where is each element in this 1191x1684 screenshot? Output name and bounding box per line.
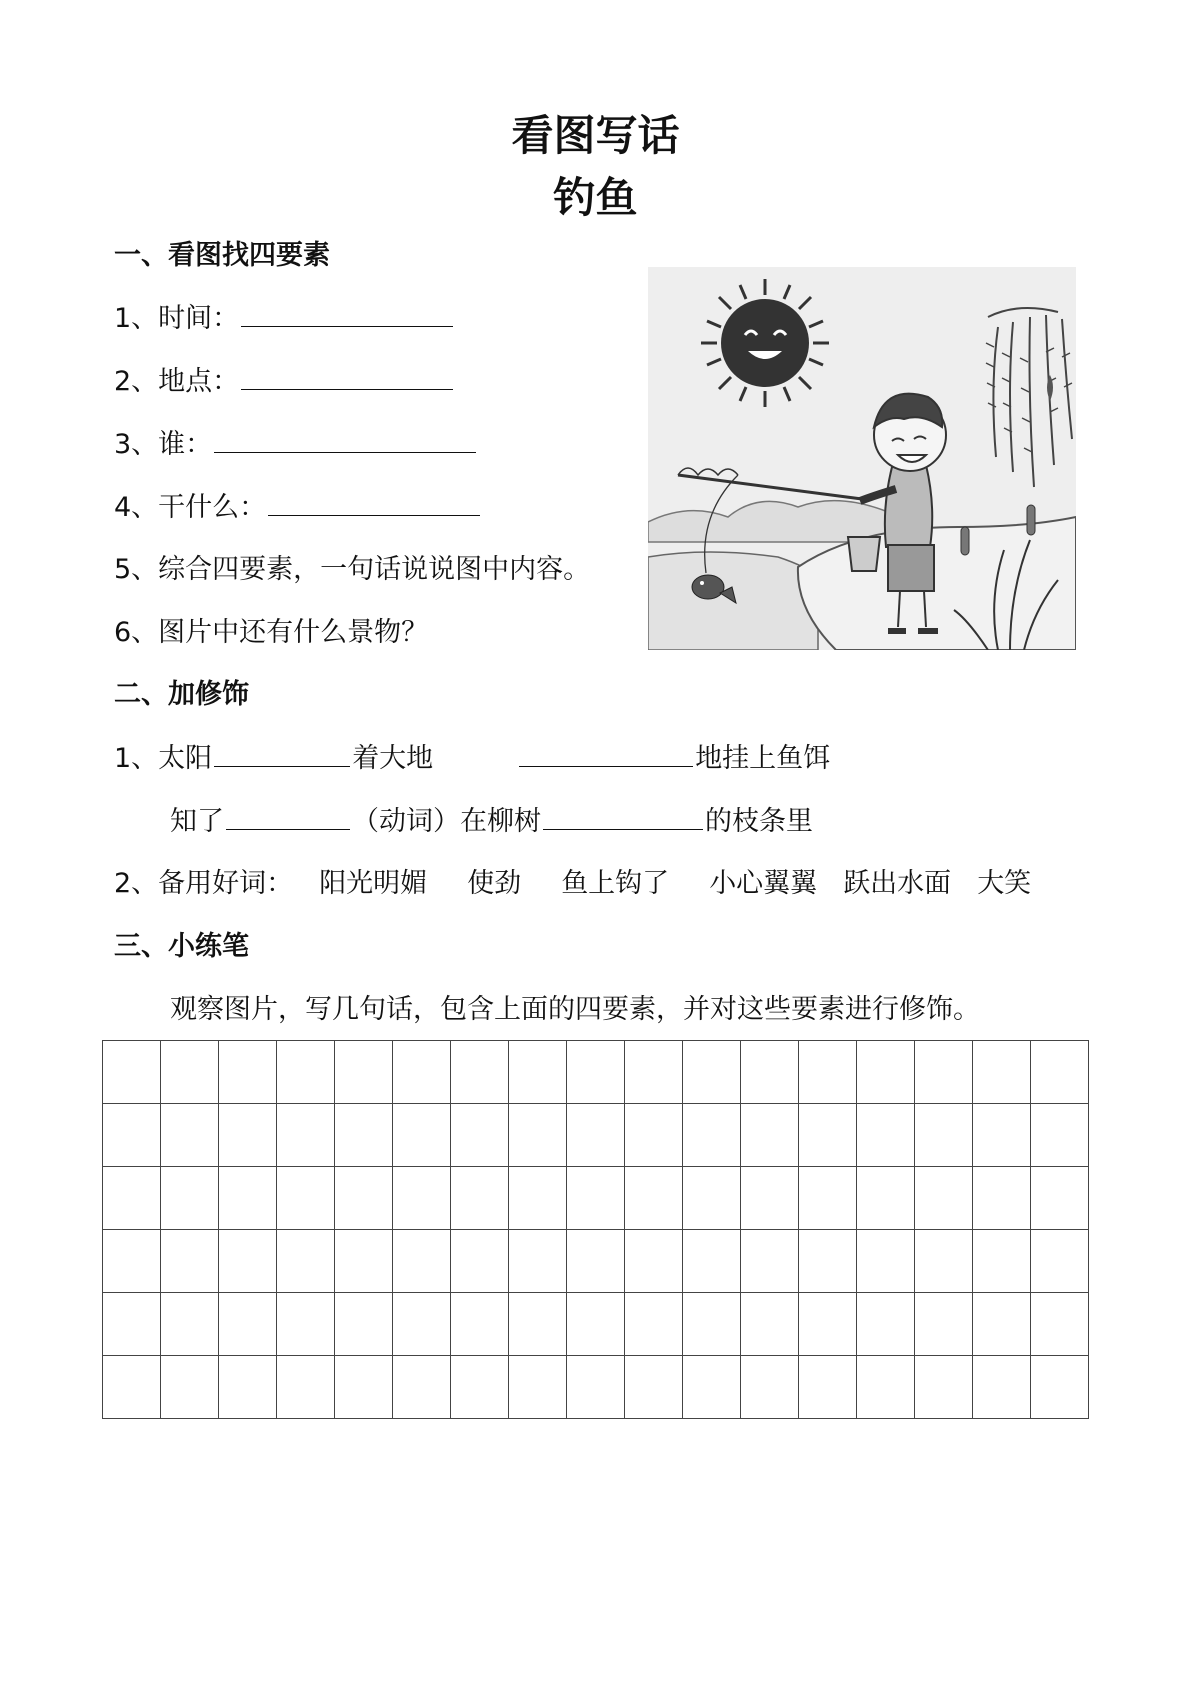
grid-cell[interactable]	[451, 1356, 509, 1419]
grid-cell[interactable]	[915, 1356, 973, 1419]
grid-cell[interactable]	[161, 1104, 219, 1167]
grid-cell[interactable]	[1031, 1230, 1089, 1293]
word-bank-item: 大笑	[977, 868, 1032, 899]
writing-grid	[102, 1040, 1089, 1419]
grid-cell[interactable]	[1031, 1167, 1089, 1230]
grid-cell[interactable]	[857, 1293, 915, 1356]
grid-cell[interactable]	[161, 1356, 219, 1419]
modifier-line2-mid: （动词）在柳树	[352, 806, 541, 837]
grid-cell[interactable]	[103, 1356, 161, 1419]
word-bank-item: 跃出水面	[843, 868, 952, 899]
willow-tree-icon	[986, 308, 1072, 487]
word-bank-item: 使劲	[467, 868, 522, 899]
answer-blank-bait[interactable]	[519, 740, 693, 767]
grid-cell[interactable]	[799, 1167, 857, 1230]
boy-fishing-illustration	[648, 267, 1076, 650]
word-bank-item: 阳光明媚	[319, 868, 428, 899]
q-scenery: 6、图片中还有什么景物？	[114, 617, 429, 648]
grid-cell[interactable]	[741, 1293, 799, 1356]
grid-cell[interactable]	[567, 1104, 625, 1167]
grid-cell[interactable]	[799, 1230, 857, 1293]
grid-cell[interactable]	[567, 1041, 625, 1104]
grid-cell[interactable]	[683, 1041, 741, 1104]
grid-cell[interactable]	[509, 1356, 567, 1419]
q-what	[114, 489, 482, 526]
grid-cell[interactable]	[509, 1293, 567, 1356]
grid-cell[interactable]	[509, 1041, 567, 1104]
page-title: 看图写话	[511, 111, 680, 160]
grid-cell[interactable]	[219, 1041, 277, 1104]
modifier-line1-mid: 着大地	[352, 743, 434, 774]
grid-cell[interactable]	[335, 1104, 393, 1167]
word-bank-item: 小心翼翼	[709, 868, 818, 899]
answer-blank-who[interactable]	[214, 426, 476, 453]
illustration-svg	[648, 267, 1076, 650]
grid-row	[103, 1041, 1089, 1104]
grid-cell[interactable]	[1031, 1104, 1089, 1167]
grid-cell[interactable]	[103, 1230, 161, 1293]
sun-icon	[701, 279, 829, 407]
grid-cell[interactable]	[393, 1230, 451, 1293]
grid-cell[interactable]	[161, 1041, 219, 1104]
modifier-line2-suffix: 的枝条里	[705, 806, 813, 837]
grid-cell[interactable]	[509, 1104, 567, 1167]
modifier-line2-prefix: 知了	[170, 806, 224, 837]
q-what-label: 4、干什么：	[114, 492, 267, 523]
answer-blank-what[interactable]	[268, 489, 480, 516]
page-subtitle: 钓鱼	[553, 173, 638, 222]
grid-cell[interactable]	[103, 1167, 161, 1230]
grid-row	[103, 1230, 1089, 1293]
grid-cell[interactable]	[451, 1041, 509, 1104]
grid-cell[interactable]	[393, 1356, 451, 1419]
grid-cell[interactable]	[393, 1104, 451, 1167]
grid-cell[interactable]	[915, 1104, 973, 1167]
grid-cell[interactable]	[683, 1104, 741, 1167]
section1-heading: 一、看图找四要素	[114, 240, 330, 271]
grid-cell[interactable]	[973, 1104, 1031, 1167]
q-place-label: 2、地点：	[114, 366, 240, 397]
grid-cell[interactable]	[625, 1104, 683, 1167]
grid-cell[interactable]	[451, 1104, 509, 1167]
q-who	[114, 426, 478, 463]
grid-cell[interactable]	[219, 1356, 277, 1419]
grid-cell[interactable]	[857, 1167, 915, 1230]
grid-cell[interactable]	[683, 1356, 741, 1419]
grid-row	[103, 1167, 1089, 1230]
grid-cell[interactable]	[567, 1230, 625, 1293]
grid-cell[interactable]	[567, 1293, 625, 1356]
grid-cell[interactable]	[625, 1041, 683, 1104]
grid-cell[interactable]	[393, 1041, 451, 1104]
grid-cell[interactable]	[799, 1356, 857, 1419]
word-bank-item: 鱼上钩了	[561, 868, 670, 899]
grid-cell[interactable]	[915, 1230, 973, 1293]
modifier-line1-prefix: 1、太阳	[114, 743, 213, 774]
word-bank	[114, 866, 1031, 902]
answer-blank-place[interactable]	[241, 363, 453, 390]
q-summary: 5、综合四要素，一句话说说图中内容。	[114, 554, 591, 585]
grid-cell[interactable]	[973, 1356, 1031, 1419]
grid-cell[interactable]	[277, 1293, 335, 1356]
grid-cell[interactable]	[103, 1041, 161, 1104]
grid-row	[103, 1356, 1089, 1419]
grid-cell[interactable]	[683, 1293, 741, 1356]
grid-cell[interactable]	[335, 1356, 393, 1419]
grid-cell[interactable]	[277, 1104, 335, 1167]
grid-cell[interactable]	[451, 1293, 509, 1356]
grid-cell[interactable]	[103, 1293, 161, 1356]
grid-cell[interactable]	[509, 1167, 567, 1230]
grid-cell[interactable]	[335, 1293, 393, 1356]
grid-cell[interactable]	[1031, 1293, 1089, 1356]
grid-cell[interactable]	[799, 1104, 857, 1167]
answer-blank-time[interactable]	[241, 300, 453, 327]
grid-cell[interactable]	[625, 1293, 683, 1356]
grid-cell[interactable]	[683, 1230, 741, 1293]
word-bank-label: 2、备用好词：	[114, 868, 294, 899]
section2-heading: 二、加修饰	[114, 679, 249, 710]
grid-cell[interactable]	[973, 1167, 1031, 1230]
section3-instruction: 观察图片，写几句话，包含上面的四要素，并对这些要素进行修饰。	[170, 994, 980, 1025]
grid-cell[interactable]	[741, 1041, 799, 1104]
grid-cell[interactable]	[973, 1230, 1031, 1293]
grid-cell[interactable]	[567, 1356, 625, 1419]
answer-blank-willow[interactable]	[543, 803, 703, 830]
grid-cell[interactable]	[451, 1167, 509, 1230]
grid-cell[interactable]	[683, 1167, 741, 1230]
grid-cell[interactable]	[393, 1167, 451, 1230]
grid-cell[interactable]	[219, 1167, 277, 1230]
grid-cell[interactable]	[857, 1356, 915, 1419]
grid-row	[103, 1293, 1089, 1356]
grid-cell[interactable]	[915, 1167, 973, 1230]
grid-cell[interactable]	[857, 1041, 915, 1104]
grid-cell[interactable]	[509, 1230, 567, 1293]
modifier-line-2	[170, 803, 813, 840]
grid-cell[interactable]	[741, 1167, 799, 1230]
answer-blank-cicada-verb[interactable]	[226, 803, 350, 830]
grid-cell[interactable]	[161, 1293, 219, 1356]
grid-cell[interactable]	[741, 1230, 799, 1293]
grid-cell[interactable]	[103, 1104, 161, 1167]
grid-cell[interactable]	[973, 1041, 1031, 1104]
grid-cell[interactable]	[857, 1104, 915, 1167]
grid-cell[interactable]	[277, 1041, 335, 1104]
grid-cell[interactable]	[277, 1167, 335, 1230]
grid-cell[interactable]	[161, 1230, 219, 1293]
answer-blank-sun[interactable]	[214, 740, 350, 767]
q-time	[114, 300, 455, 337]
grid-cell[interactable]	[335, 1167, 393, 1230]
grid-cell[interactable]	[625, 1167, 683, 1230]
grid-cell[interactable]	[335, 1041, 393, 1104]
grid-cell[interactable]	[219, 1230, 277, 1293]
grid-cell[interactable]	[799, 1041, 857, 1104]
grid-cell[interactable]	[1031, 1041, 1089, 1104]
grid-cell[interactable]	[625, 1230, 683, 1293]
grid-cell[interactable]	[219, 1104, 277, 1167]
grid-cell[interactable]	[277, 1230, 335, 1293]
grid-cell[interactable]	[799, 1293, 857, 1356]
grid-cell[interactable]	[741, 1356, 799, 1419]
grid-cell[interactable]	[335, 1230, 393, 1293]
grid-row	[103, 1104, 1089, 1167]
grid-cell[interactable]	[915, 1041, 973, 1104]
grid-cell[interactable]	[915, 1293, 973, 1356]
grid-cell[interactable]	[567, 1167, 625, 1230]
grid-cell[interactable]	[857, 1230, 915, 1293]
section3-heading: 三、小练笔	[114, 931, 249, 962]
grid-cell[interactable]	[625, 1356, 683, 1419]
grid-cell[interactable]	[277, 1356, 335, 1419]
q-time-label: 1、时间：	[114, 303, 240, 334]
grid-cell[interactable]	[741, 1104, 799, 1167]
grid-cell[interactable]	[1031, 1356, 1089, 1419]
modifier-line-1	[114, 740, 830, 777]
grid-cell[interactable]	[161, 1167, 219, 1230]
modifier-line1-suffix: 地挂上鱼饵	[695, 743, 831, 774]
grid-cell[interactable]	[451, 1230, 509, 1293]
grid-cell[interactable]	[219, 1293, 277, 1356]
q-who-label: 3、谁：	[114, 429, 213, 460]
grid-cell[interactable]	[393, 1293, 451, 1356]
grid-cell[interactable]	[973, 1293, 1031, 1356]
bucket-icon	[848, 537, 880, 571]
q-place	[114, 363, 455, 400]
